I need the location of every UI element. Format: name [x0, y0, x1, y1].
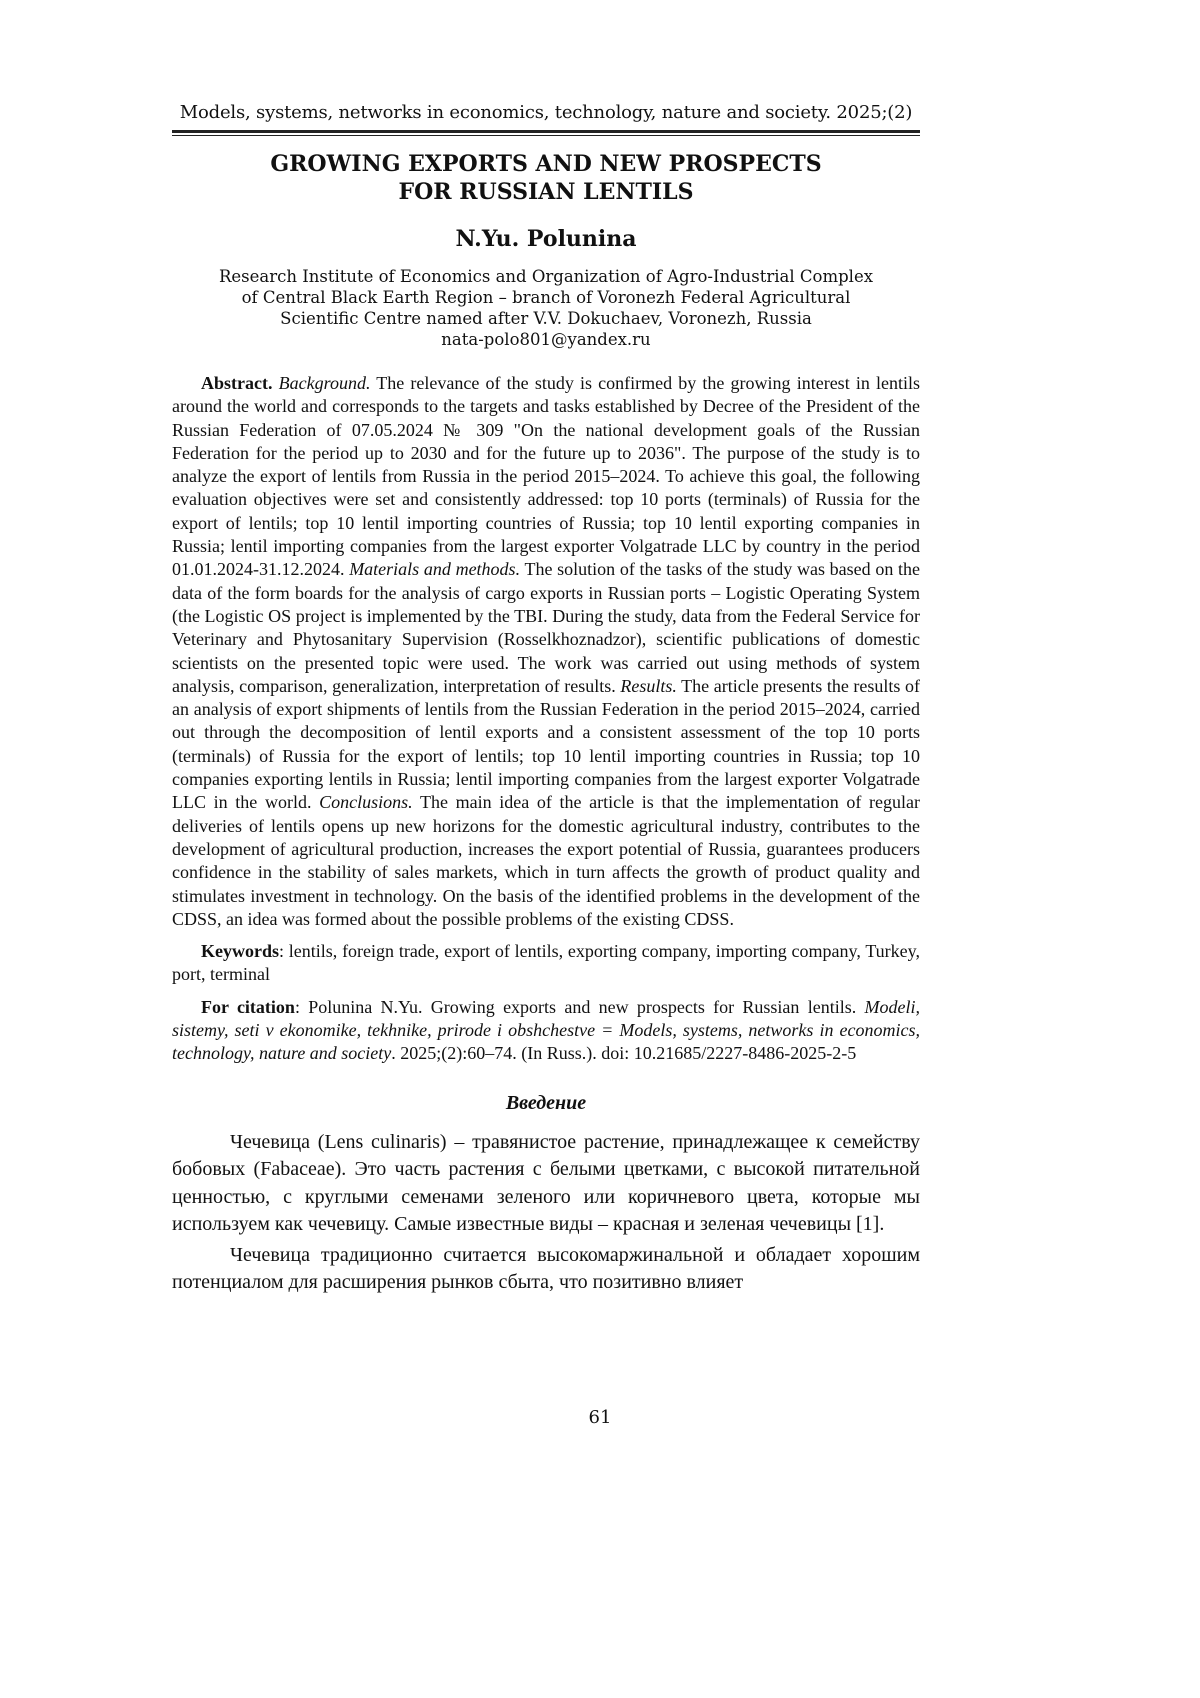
background-label: Background.	[278, 373, 371, 393]
intro-paragraph-1: Чечевица (Lens culinaris) – травянистое растение, принадлежащее к семейству бобовых (Fabaceae). Это часть растения с белыми цветками, с высокой питательной ценностью, с круглыми семенами зеленого или коричневого цвета, которые мы используем как чечевицу. Самые известные виды – красная и зеленая чечевицы [1].	[172, 1130, 920, 1236]
page-number: 61	[588, 1407, 612, 1428]
section-heading: Введение	[505, 1091, 587, 1114]
results-label: Results.	[620, 675, 677, 696]
conclusions-text: The main idea of the article is that the implementation of regular deliveries of lentils opens up new horizons for the domestic agricultural industry, contributes to the development of agricultural production, increases the export potential of Russia, guarantees producers confidence in the stability of sales markets, which in turn affects the growth of product quality and stimulates investment in technology. On the basis of the identified problems in the development of the CDSS, an idea was formed about the possible problems of the existing CDSS.	[172, 792, 920, 929]
page-content	[172, 100, 920, 1297]
header-rule	[172, 130, 920, 133]
citation	[172, 996, 920, 1066]
title-line-2: FOR RUSSIAN LENTILS	[398, 179, 694, 205]
keywords	[172, 940, 920, 987]
affiliation-line: Research Institute of Economics and Organization of Agro-Industrial Complex	[218, 267, 874, 286]
affiliation-line: Scientific Centre named after V.V. Dokuchaev, Voronezh, Russia	[280, 309, 812, 328]
affiliation-line: of Central Black Earth Region – branch of Voronezh Federal Agricultural	[241, 288, 851, 307]
abstract	[172, 372, 920, 931]
keywords-label: Keywords	[201, 941, 279, 962]
citation-label: For citation	[201, 996, 295, 1017]
methods-label: Materials and methods.	[349, 559, 521, 580]
abstract-label: Abstract.	[201, 373, 273, 393]
intro-paragraph-2: Чечевица традиционно считается высокомаржинальной и обладает хорошим потенциалом для расширения рынков сбыта, что позитивно влияет	[172, 1243, 920, 1294]
background-text: The relevance of the study is confirmed by the growing interest in lentils around the world and corresponds to the targets and tasks established by Decree of the President of the Russian Federation of 07.05.2024 № 309 "On the national development goals of the Russian Federation for the period up to 2030 and for the future up to 2036". The purpose of the study is to analyze the export of lentils from Russia in the period 2015–2024. To achieve this goal, the following evaluation objectives were set and consistently addressed: top 10 ports (terminals) of Russia for the export of lentils; top 10 lentil importing countries of Russia; top 10 lentil exporting companies in Russia; lentil importing companies from the largest exporter Volgatrade LLC by country in the period 01.01.2024-31.12.2024.	[172, 373, 920, 580]
running-header: Models, systems, networks in economics, technology, nature and society. 2025;(2)	[179, 102, 913, 123]
author-email[interactable]: nata-polo801@yandex.ru	[441, 330, 651, 349]
citation-details: . 2025;(2):60–74. (In Russ.). doi: 10.21685/2227-8486-2025-2-5	[391, 1043, 857, 1064]
keywords-text: : lentils, foreign trade, export of lentils, exporting company, importing company, Turkey, port, terminal	[172, 941, 920, 985]
title-line-1: GROWING EXPORTS AND NEW PROSPECTS	[270, 151, 822, 177]
citation-journal: Modeli, sistemy, seti v ekonomike, tekhnike, prirode i obshchestve = Models, systems, networks in economics, technology, nature and society	[172, 996, 920, 1064]
affiliation	[172, 266, 920, 350]
header-rule-thin	[172, 135, 920, 136]
methods-text: The solution of the tasks of the study was based on the data of the form boards for the analysis of cargo exports in Russian ports – Logistic Operating System (the Logistic OS project is implemented by the TBI. During the study, data from the Federal Service for Veterinary and Phytosanitary Supervision (Rosselkhoznadzor), scientific publications of domestic scientists on the presented topic were used. The work was carried out using methods of system analysis, comparison, generalization, interpretation of results.	[172, 559, 920, 696]
conclusions-label: Conclusions.	[319, 792, 413, 813]
results-text: The article presents the results of an analysis of export shipments of lentils from the Russian Federation in the period 2015–2024, carried out through the decomposition of lentil exports and a consistent assessment of the top 10 ports (terminals) of Russia for the export of lentils; top 10 lentil importing countries in Russia; top 10 companies exporting lentils in Russia; lentil importing companies from the largest exporter Volgatrade LLC in the world.	[172, 675, 920, 813]
citation-text: : Polunina N.Yu. Growing exports and new prospects for Russian lentils.	[294, 996, 865, 1017]
author-name: N.Yu. Polunina	[455, 226, 637, 252]
article-title	[172, 150, 920, 206]
